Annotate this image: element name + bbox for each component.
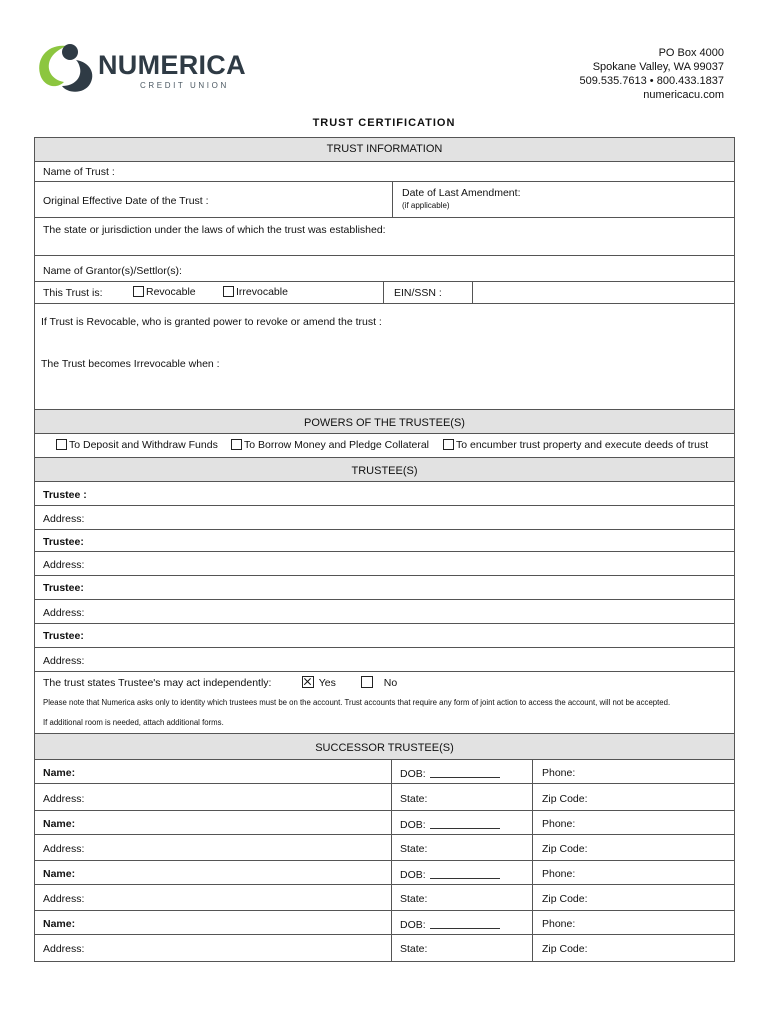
independent-question: The trust states Trustee's may act independently: <box>43 677 272 689</box>
ein-label: EIN/SSN : <box>394 287 442 299</box>
name-of-trust-field[interactable] <box>35 162 734 182</box>
deposit-checkbox[interactable] <box>56 439 67 450</box>
no-option[interactable] <box>361 676 397 689</box>
successor-name-label: Name: <box>43 767 76 779</box>
successor-name-label: Name: <box>43 868 76 880</box>
successor-name-row <box>35 911 734 935</box>
successor-name-row <box>35 861 734 885</box>
yes-checkbox[interactable] <box>302 676 314 688</box>
address-line: PO Box 4000 <box>658 47 724 59</box>
state-field[interactable] <box>391 835 533 860</box>
grantor-label: Name of Grantor(s)/Settlor(s): <box>43 265 182 277</box>
trustee-label: Trustee : <box>43 489 87 501</box>
power-label: To Deposit and Withdraw Funds <box>69 439 218 451</box>
successor-trustees-header <box>35 734 734 760</box>
ein-input[interactable] <box>472 282 473 303</box>
irrevocable-label: Irrevocable <box>236 286 288 298</box>
irrevocable-option[interactable] <box>223 286 288 298</box>
address-label: Address: <box>43 607 85 619</box>
power-option-encumber[interactable] <box>443 439 708 451</box>
yes-option[interactable] <box>302 676 336 689</box>
zip-label: Zip Code: <box>542 843 588 855</box>
trustees-header <box>35 458 734 482</box>
last-amendment-field[interactable] <box>392 182 734 217</box>
jurisdiction-label: The state or jurisdiction under the laws of which the trust was established: <box>43 224 386 236</box>
powers-options <box>35 434 734 458</box>
logo-subtitle: CREDIT UNION <box>140 81 229 90</box>
revocable-checkbox[interactable] <box>133 286 144 297</box>
section-title: TRUSTEE(S) <box>351 465 418 477</box>
zip-label: Zip Code: <box>542 793 588 805</box>
state-field[interactable] <box>391 885 533 910</box>
zip-label: Zip Code: <box>542 943 588 955</box>
state-field[interactable] <box>391 784 533 810</box>
document-title: TRUST CERTIFICATION <box>312 117 456 129</box>
power-option-deposit[interactable] <box>56 439 218 451</box>
state-label: State: <box>400 843 428 855</box>
if-applicable-note: (if applicable) <box>402 201 450 210</box>
state-label: State: <box>400 943 428 955</box>
becomes-irrevocable-label: The Trust becomes Irrevocable when : <box>41 358 220 370</box>
dob-field[interactable] <box>391 811 533 834</box>
encumber-checkbox[interactable] <box>443 439 454 450</box>
trustee-address-field[interactable] <box>35 600 734 624</box>
address-line: Spokane Valley, WA 99037 <box>592 61 724 73</box>
phone-label: Phone: <box>542 918 576 930</box>
successor-name-row <box>35 811 734 835</box>
revoke-question: If Trust is Revocable, who is granted power to revoke or amend the trust : <box>41 316 382 328</box>
phone-label: Phone: <box>542 767 576 779</box>
dob-label: DOB: <box>400 768 426 780</box>
trust-information-header <box>35 138 734 162</box>
name-of-trust-label: Name of Trust : <box>43 166 115 178</box>
dob-label: DOB: <box>400 819 426 831</box>
zip-field[interactable] <box>532 935 734 961</box>
phone-label: Phone: <box>542 868 576 880</box>
trustee-address-field[interactable] <box>35 552 734 576</box>
successor-address-label: Address: <box>43 843 85 855</box>
successor-address-label: Address: <box>43 943 85 955</box>
power-label: To encumber trust property and execute deeds of trust <box>456 439 709 451</box>
dob-blank-line <box>430 818 500 829</box>
successor-name-label: Name: <box>43 918 76 930</box>
no-label: No <box>383 677 398 689</box>
successor-name-row <box>35 760 734 784</box>
dob-blank-line <box>430 918 500 929</box>
address-label: Address: <box>43 559 85 571</box>
phone-field[interactable] <box>532 760 734 783</box>
trustee-address-field[interactable] <box>35 648 734 672</box>
jurisdiction-field[interactable] <box>35 218 734 256</box>
additional-room-note: If additional room is needed, attach additional forms. <box>43 718 224 727</box>
trustee-field[interactable] <box>35 576 734 600</box>
dob-field[interactable] <box>391 861 533 884</box>
section-title: TRUST INFORMATION <box>326 143 443 155</box>
zip-label: Zip Code: <box>542 893 588 905</box>
successor-address-row <box>35 835 734 861</box>
trustee-label: Trustee: <box>43 630 84 642</box>
trust-certification-form <box>34 137 735 962</box>
borrow-checkbox[interactable] <box>231 439 242 450</box>
power-option-borrow[interactable] <box>231 439 429 451</box>
website-line: numericacu.com <box>643 89 724 101</box>
last-amendment-label: Date of Last Amendment: <box>402 187 521 199</box>
yes-label: Yes <box>318 677 336 689</box>
section-title: POWERS OF THE TRUSTEE(S) <box>304 417 465 429</box>
zip-field[interactable] <box>532 835 734 860</box>
successor-address-row <box>35 935 734 961</box>
revocation-details[interactable] <box>35 304 734 410</box>
powers-header <box>35 410 734 434</box>
dob-label: DOB: <box>400 869 426 881</box>
trustee-label: Trustee: <box>43 536 84 548</box>
address-label: Address: <box>43 655 85 667</box>
phone-field[interactable] <box>532 861 734 884</box>
trust-dates-row <box>35 182 734 218</box>
trustee-address-field[interactable] <box>35 506 734 530</box>
dob-field[interactable] <box>391 911 533 934</box>
phone-line: 509.535.7613 • 800.433.1837 <box>579 75 724 87</box>
numerica-logo <box>36 40 246 96</box>
irrevocable-checkbox[interactable] <box>223 286 234 297</box>
dob-blank-line <box>430 868 500 879</box>
state-label: State: <box>400 893 428 905</box>
successor-address-label: Address: <box>43 893 85 905</box>
grantor-field[interactable] <box>35 256 734 282</box>
phone-field[interactable] <box>532 911 734 934</box>
successor-address-row <box>35 885 734 911</box>
no-checkbox[interactable] <box>361 676 373 688</box>
dob-field[interactable] <box>391 760 533 783</box>
zip-field[interactable] <box>532 885 734 910</box>
successor-address-row <box>35 784 734 811</box>
successor-address-label: Address: <box>43 793 85 805</box>
original-date-label: Original Effective Date of the Trust : <box>43 195 209 207</box>
dob-blank-line <box>430 767 500 778</box>
company-address <box>579 46 724 102</box>
revocable-option[interactable] <box>133 286 196 298</box>
state-label: State: <box>400 793 428 805</box>
trustee-field[interactable] <box>35 482 734 506</box>
dob-label: DOB: <box>400 919 426 931</box>
logo-name: NUMERICA <box>98 50 246 80</box>
state-field[interactable] <box>391 935 533 961</box>
power-label: To Borrow Money and Pledge Collateral <box>244 439 430 451</box>
this-trust-is-label: This Trust is: <box>43 287 103 299</box>
phone-label: Phone: <box>542 818 576 830</box>
zip-field[interactable] <box>532 784 734 810</box>
trust-type-row <box>35 282 734 304</box>
joint-action-note: Please note that Numerica asks only to identity which trustees must be on the account. Trust accounts that require any form of joint action to access the account, will not be accepted. <box>43 698 671 707</box>
section-title: SUCCESSOR TRUSTEE(S) <box>315 742 454 754</box>
successor-name-label: Name: <box>43 818 76 830</box>
numerica-logo-icon <box>36 40 98 96</box>
phone-field[interactable] <box>532 811 734 834</box>
trustee-field[interactable] <box>35 530 734 552</box>
address-label: Address: <box>43 513 85 525</box>
trustee-field[interactable] <box>35 624 734 648</box>
independence-row <box>35 672 734 734</box>
revocable-label: Revocable <box>146 286 196 298</box>
ein-label-cell <box>383 282 473 303</box>
trustee-label: Trustee: <box>43 582 84 594</box>
